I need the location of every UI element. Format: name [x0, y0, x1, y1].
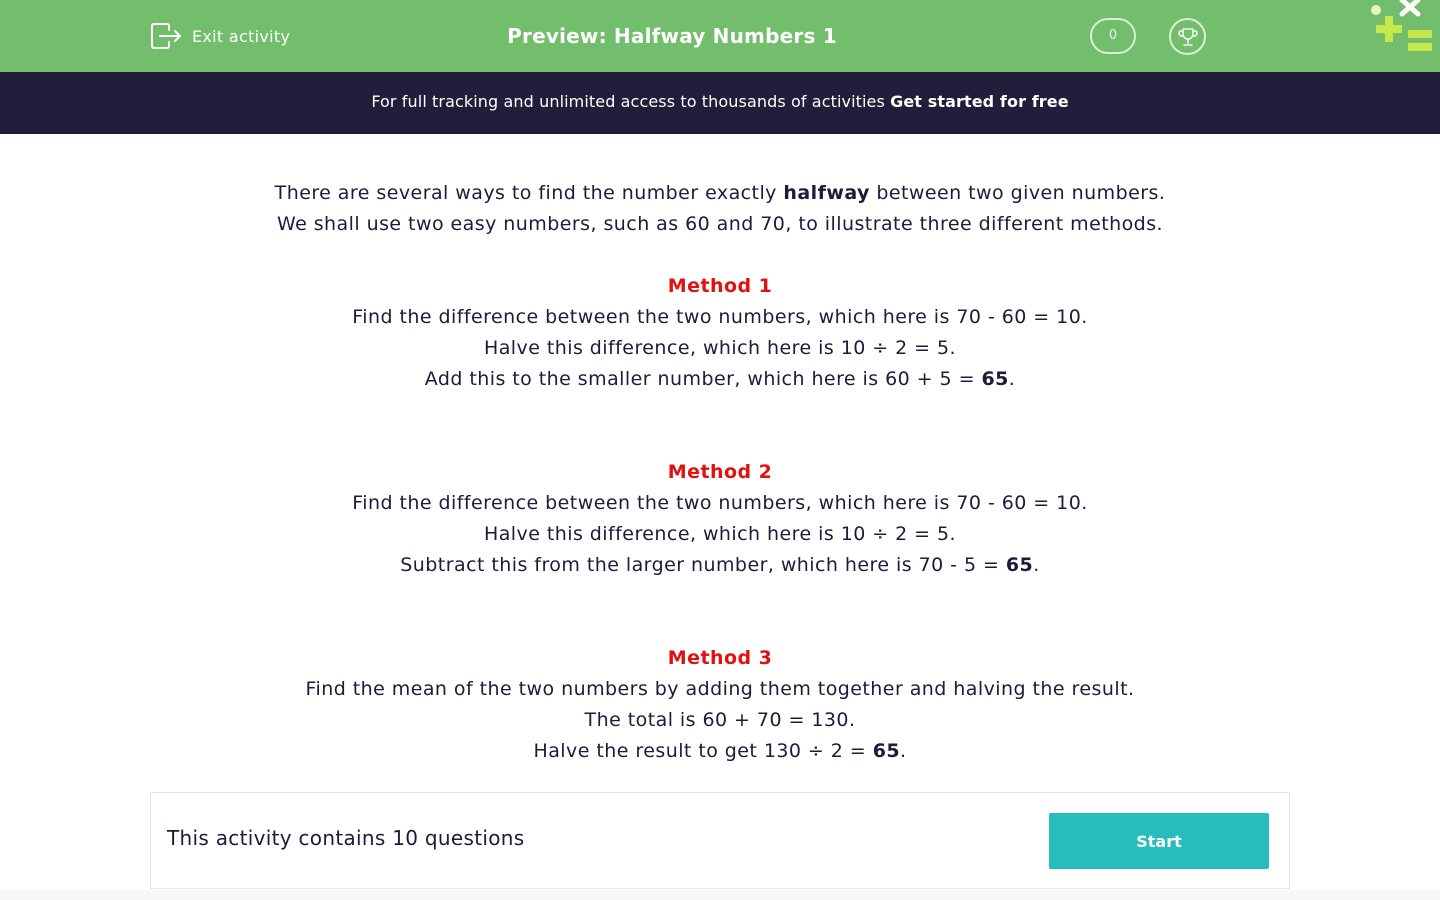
page-title: Preview: Halfway Numbers 1 [507, 24, 837, 48]
trophy-icon [1177, 26, 1199, 48]
question-count-text: This activity contains 10 questions [167, 826, 525, 850]
exit-activity-button[interactable] [150, 22, 290, 50]
exit-activity-label: Exit activity [192, 26, 291, 46]
method-3-line-3-text: Halve the result to get 130 ÷ 2 = [533, 740, 867, 762]
method-2-line-3 [0, 550, 1440, 581]
intro-text-a: There are several ways to find the number exactly [274, 182, 777, 204]
method-2-line-2: Halve this difference, which here is 10 ÷ 2 = 5. [483, 523, 957, 545]
trophy-button[interactable] [1169, 18, 1206, 55]
promo-text: For full tracking and unlimited access to thousands of activities [371, 92, 885, 111]
logo-icon [1366, 0, 1440, 56]
exit-icon [150, 22, 182, 50]
method-1-answer: 65 [981, 368, 1009, 390]
method-1-period: . [1008, 368, 1016, 390]
method-1-line-3-text: Add this to the smaller number, which here is 60 + 5 = [424, 368, 975, 390]
method-3-line-3 [0, 736, 1440, 767]
method-2-line-1: Find the difference between the two numbers, which here is 70 - 60 = 10. [352, 492, 1088, 514]
method-2-heading: Method 2 [667, 461, 773, 483]
top-bar [0, 0, 1440, 72]
intro-keyword: halfway [783, 182, 870, 204]
intro-text-c: between two given numbers. [876, 182, 1166, 204]
start-button[interactable]: Start [1049, 813, 1269, 869]
method-1-heading: Method 1 [667, 275, 773, 297]
intro-line-1 [0, 178, 1440, 209]
method-2-line-3-text: Subtract this from the larger number, which here is 70 - 5 = [400, 554, 1000, 576]
method-1-line-1: Find the difference between the two numbers, which here is 70 - 60 = 10. [352, 306, 1088, 328]
method-3-line-2: The total is 60 + 70 = 130. [584, 709, 856, 731]
promo-banner [0, 72, 1440, 134]
intro-line-2: We shall use two easy numbers, such as 60 and 70, to illustrate three different methods. [276, 213, 1164, 235]
method-3-line-1: Find the mean of the two numbers by adding them together and halving the result. [305, 678, 1135, 700]
method-1-line-2: Halve this difference, which here is 10 ÷ 2 = 5. [483, 337, 957, 359]
method-2-period: . [1033, 554, 1040, 576]
method-1-line-3 [0, 364, 1440, 395]
activity-footer [150, 792, 1290, 889]
score-counter: 0 [1090, 18, 1136, 54]
method-3-heading: Method 3 [667, 647, 773, 669]
get-started-link[interactable]: Get started for free [890, 92, 1069, 111]
explanation-area [0, 134, 1440, 890]
method-2-answer: 65 [1005, 554, 1034, 576]
method-3-period: . [900, 740, 907, 762]
method-3-answer: 65 [872, 740, 901, 762]
